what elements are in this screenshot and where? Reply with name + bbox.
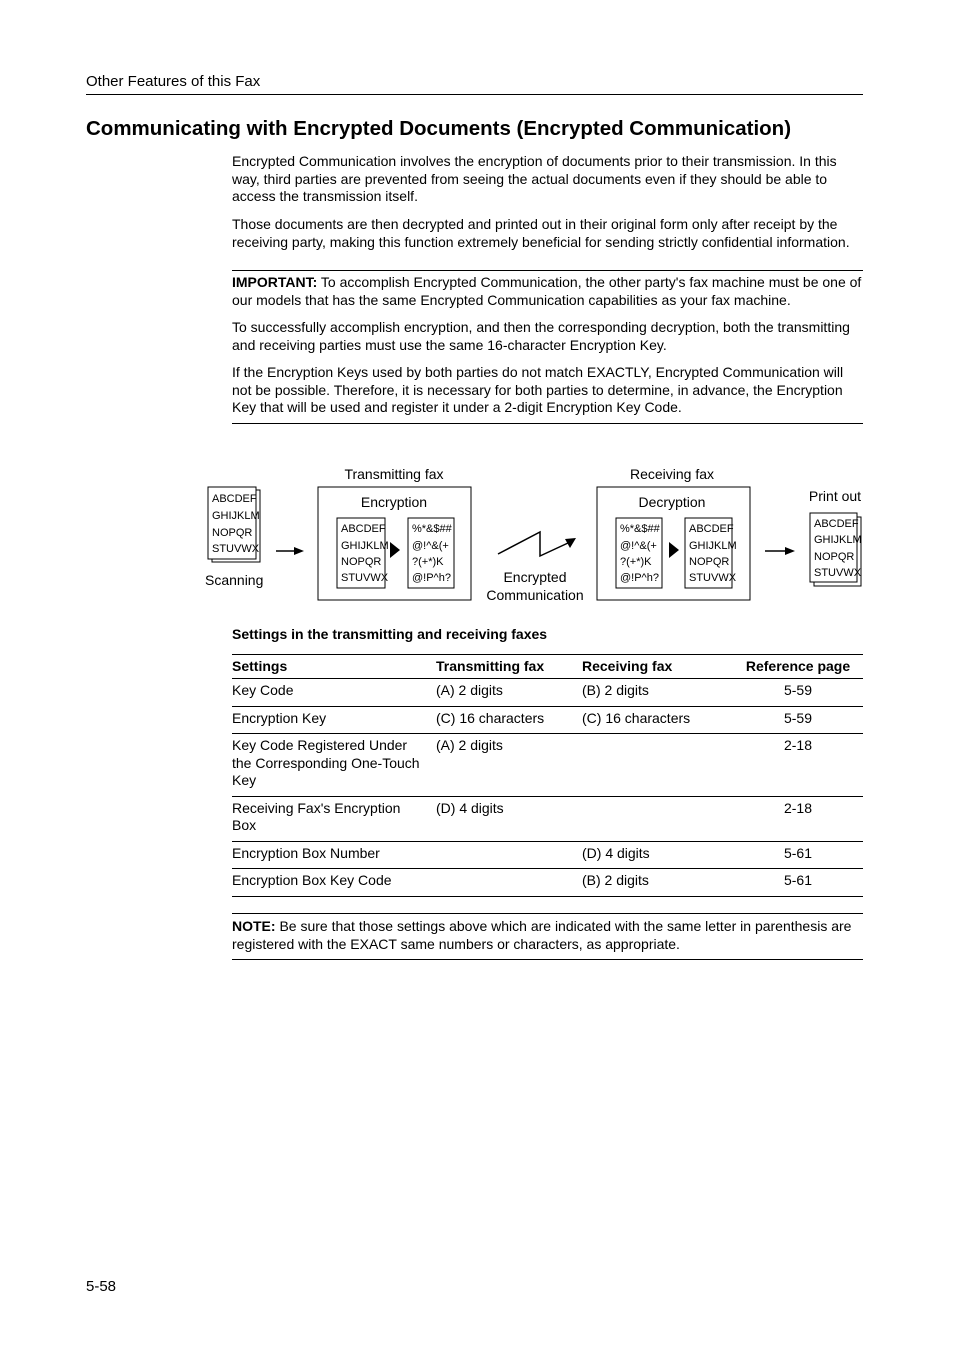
table-cell: (A) 2 digits xyxy=(436,679,582,707)
note-bottom-rule xyxy=(232,959,863,960)
doc-line: NOPQR xyxy=(341,556,382,568)
doc-line: GHIJKLM xyxy=(341,540,389,552)
doc-line: @!P^h? xyxy=(620,572,659,584)
doc-line: NOPQR xyxy=(814,551,855,563)
table-row xyxy=(232,734,863,797)
page-number: 5-58 xyxy=(86,1278,117,1295)
table-cell: Receiving Fax's Encryption Box xyxy=(232,796,436,841)
table-header-row xyxy=(232,655,863,679)
table-cell xyxy=(436,841,582,869)
doc-line: NOPQR xyxy=(212,527,253,539)
table-cell: (B) 2 digits xyxy=(582,679,733,707)
important-label: IMPORTANT: xyxy=(232,274,318,290)
decryption-label: Decryption xyxy=(638,494,706,510)
doc-line: @!^&(+ xyxy=(412,540,449,552)
plain-document-icon xyxy=(685,518,737,588)
doc-line: @!^&(+ xyxy=(620,540,657,552)
doc-line: STUVWX xyxy=(212,543,260,555)
note-top-rule xyxy=(232,913,863,914)
table-cell: (B) 2 digits xyxy=(582,869,733,897)
table-cell: (A) 2 digits xyxy=(436,734,582,797)
table-cell: Encryption Box Number xyxy=(232,841,436,869)
transmitting-fax-label: Transmitting fax xyxy=(344,466,444,482)
important-text-3: If the Encryption Keys used by both parties do not match EXACTLY, Encrypted Communication will not be possible. Therefore, it is necessary for both parties to determine, in advance, the Encryption Key that will be used and register it under a 2-digit Encryption Key Code. xyxy=(232,364,844,415)
intro-text-1: Encrypted Communication involves the encryption of documents prior to their transmission. In this way, third parties are prevented from seeing the actual documents even if they should be able to access the transmission itself. xyxy=(232,153,837,204)
column-header: Reference page xyxy=(733,655,863,679)
table-cell xyxy=(436,869,582,897)
note-label: NOTE: xyxy=(232,918,276,934)
arrow-right-icon xyxy=(765,547,795,555)
table-cell: 2-18 xyxy=(733,734,863,797)
doc-line: STUVWX xyxy=(341,572,389,584)
note-text: Be sure that those settings above which are indicated with the same letter in parenthesis are registered with the EXACT same numbers or characters, as appropriate. xyxy=(232,918,852,952)
table-cell: Encryption Key xyxy=(232,706,436,734)
doc-line: ABCDEF xyxy=(212,493,257,505)
cipher-document-icon xyxy=(408,518,454,588)
table-cell: (D) 4 digits xyxy=(436,796,582,841)
doc-line: ABCDEF xyxy=(689,523,734,535)
cipher-document-icon xyxy=(616,518,662,588)
column-header: Receiving fax xyxy=(582,655,733,679)
table-cell: Key Code xyxy=(232,679,436,707)
table-cell: (D) 4 digits xyxy=(582,841,733,869)
scanned-document-icon xyxy=(208,487,260,562)
table-row xyxy=(232,679,863,707)
important-text-2: To successfully accomplish encryption, and then the corresponding decryption, both the transmitting and receiving parties must use the same 16-character Encryption Key. xyxy=(232,319,850,353)
table-cell: Key Code Registered Under the Corresponding One-Touch Key xyxy=(232,734,436,797)
printed-document-icon xyxy=(810,513,862,586)
doc-line: %*&$## xyxy=(620,523,660,535)
doc-line: @!P^h? xyxy=(412,572,451,584)
table-row xyxy=(232,796,863,841)
triangle-arrow-icon xyxy=(390,542,400,558)
doc-line: STUVWX xyxy=(689,572,737,584)
table-cell xyxy=(582,734,733,797)
arrow-right-icon xyxy=(276,547,304,555)
receiving-fax-label: Receiving fax xyxy=(629,466,715,482)
table-cell: Encryption Box Key Code xyxy=(232,869,436,897)
doc-line: GHIJKLM xyxy=(689,540,737,552)
doc-line: STUVWX xyxy=(814,567,862,579)
table-cell: 5-61 xyxy=(733,841,863,869)
doc-line: GHIJKLM xyxy=(212,510,260,522)
table-cell: 5-59 xyxy=(733,679,863,707)
transmission-bolt-icon xyxy=(498,532,576,556)
doc-line: ?(+*)K xyxy=(412,556,444,568)
important-text: To accomplish Encrypted Communication, the other party's fax machine must be one of our models that has the same Encrypted Communication capabilities as your fax machine. xyxy=(232,274,862,308)
doc-line: ABCDEF xyxy=(341,523,386,535)
running-header: Other Features of this Fax xyxy=(86,73,863,95)
encrypted-comm-label-2: Communication xyxy=(486,587,584,603)
doc-line: ?(+*)K xyxy=(620,556,652,568)
table-cell xyxy=(582,796,733,841)
column-header: Settings xyxy=(232,655,436,679)
intro-text-2: Those documents are then decrypted and printed out in their original form only after receipt by the receiving party, making this function extremely beneficial for sending strictly confidential information. xyxy=(232,216,850,250)
doc-line: GHIJKLM xyxy=(814,534,862,546)
note-box xyxy=(232,918,864,953)
settings-table-title: Settings in the transmitting and receiving faxes xyxy=(232,626,548,642)
plain-document-icon xyxy=(337,518,389,588)
table-row xyxy=(232,706,863,734)
settings-table xyxy=(232,654,863,897)
encrypted-comm-label-1: Encrypted xyxy=(503,569,567,585)
scanning-label: Scanning xyxy=(205,572,264,588)
print-out-label: Print out xyxy=(808,488,862,504)
column-header: Transmitting fax xyxy=(436,655,582,679)
section-title: Communicating with Encrypted Documents (Encrypted Communication) xyxy=(86,117,792,140)
table-cell: (C) 16 characters xyxy=(582,706,733,734)
triangle-arrow-icon xyxy=(669,542,679,558)
table-cell: 5-61 xyxy=(733,869,863,897)
table-cell: 5-59 xyxy=(733,706,863,734)
table-row xyxy=(232,841,863,869)
table-row xyxy=(232,869,863,897)
encryption-diagram xyxy=(0,0,954,620)
table-cell: (C) 16 characters xyxy=(436,706,582,734)
table-cell: 2-18 xyxy=(733,796,863,841)
encryption-label: Encryption xyxy=(360,494,428,510)
doc-line: ABCDEF xyxy=(814,518,859,530)
doc-line: NOPQR xyxy=(689,556,730,568)
doc-line: %*&$## xyxy=(412,523,452,535)
